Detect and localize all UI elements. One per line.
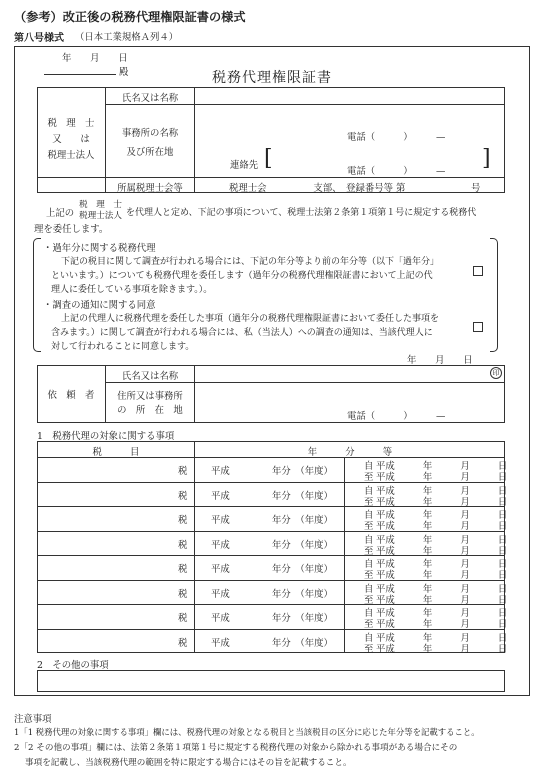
era-label: 平成 <box>211 564 230 575</box>
agent-side-1: 税 理 士 <box>47 118 95 129</box>
agent-tel-2[interactable]: 電話（ ） — <box>347 166 446 177</box>
agent-office-label-2: 及び所在地 <box>126 147 174 158</box>
tax-item-field[interactable] <box>38 556 176 579</box>
contact-bracket-right: ] <box>482 146 491 171</box>
year-part: 年分 （年度） <box>272 637 333 649</box>
tax-item-field[interactable] <box>38 532 176 555</box>
agent-tel-1[interactable]: 電話（ ） — <box>347 132 446 143</box>
era-label: 平成 <box>211 613 230 624</box>
tax-suffix: 税 <box>178 515 188 526</box>
client-name-label: 氏名又は名称 <box>121 371 179 382</box>
note-1: 1「1 税務代理の対象に関する事項」欄には、税務代理の対象となる税目と当該税目の区分に応じた年分等を記載すること。 <box>14 727 480 737</box>
section-2-title: 2 その他の事項 <box>37 660 109 671</box>
notice-line-1: 上記の代理人に税務代理を委任した事項（過年分の税務代理権限証書において委任した事項を <box>61 314 440 324</box>
notice-checkbox[interactable] <box>473 322 483 332</box>
from-label: 自 <box>364 632 374 644</box>
era-label: 平成 <box>211 490 230 502</box>
from-label: 自 <box>364 608 374 619</box>
to-date: 平成 年 月 日 <box>376 594 508 606</box>
agent-name-label: 氏名又は名称 <box>121 93 179 104</box>
tax-suffix: 税 <box>178 539 188 551</box>
document-title: 税務代理権限証書 <box>212 70 332 86</box>
client-addr-label-1: 住所又は事務所 <box>117 391 183 402</box>
to-label: 至 <box>364 496 374 508</box>
tax-suffix: 税 <box>178 466 188 477</box>
form-standard: （日本工業規格Ａ列４） <box>75 32 179 43</box>
notice-title: ・調査の通知に関する同意 <box>43 300 156 311</box>
stmt-pre: 上記の <box>46 208 75 219</box>
tax-item-field[interactable] <box>38 605 176 628</box>
year-part: 年分 （年度） <box>272 588 333 600</box>
section-1-title: 1 税務代理の対象に関する事項 <box>37 431 175 442</box>
from-date: 平成 年 月 日 <box>376 632 508 644</box>
to-date: 平成 年 月 日 <box>376 496 508 508</box>
from-date: 平成 年 月 日 <box>376 534 508 546</box>
client-name-field[interactable] <box>195 366 489 382</box>
to-date: 平成 年 月 日 <box>376 643 508 655</box>
past-line-3: 理人に委任している事項を除きます。）。 <box>51 285 213 295</box>
to-label: 至 <box>364 594 374 606</box>
agent-office-label-1: 事務所の名称 <box>121 128 179 139</box>
to-date: 平成 年 月 日 <box>376 472 508 483</box>
to-date: 平成 年 月 日 <box>376 570 508 581</box>
note-2-cont: 事項を記載し、当該税務代理の範囲を特に限定する場合にはその旨を記載すること。 <box>25 758 352 768</box>
from-label: 自 <box>364 510 374 521</box>
col-year-header: 年 分 等 <box>307 447 393 458</box>
from-label: 自 <box>364 485 374 497</box>
client-side: 依 頼 者 <box>47 390 95 401</box>
year-part: 年分 （年度） <box>272 490 333 502</box>
note-2: 2「2 その他の事項」欄には、法第２条第１項第１号に規定する税務代理の対象から除かれる事項がある場合にその <box>14 743 458 753</box>
stmt-mid-1: 税 理 士 <box>79 200 122 210</box>
from-label: 自 <box>364 583 374 595</box>
stmt-line-2: 理を委任します。 <box>34 224 109 235</box>
year-part: 年分 （年度） <box>272 539 333 551</box>
to-label: 至 <box>364 643 374 655</box>
era-label: 平成 <box>211 637 230 649</box>
to-date: 平成 年 月 日 <box>376 619 508 630</box>
tax-suffix: 税 <box>178 588 188 600</box>
client-tel[interactable]: 電話（ ） — <box>347 411 446 422</box>
assoc-value[interactable]: 税理士会 支部、 登録番号等 第 号 <box>229 183 481 194</box>
contact-bracket-left: [ <box>264 146 273 171</box>
past-title: ・過年分に関する税務代理 <box>43 243 156 254</box>
tax-suffix: 税 <box>178 613 188 624</box>
past-line-1: 下記の税目に関して調査が行われる場合には、下記の年分等より前の年分等（以下「過年分」 <box>61 257 440 267</box>
seal-mark: 印 <box>490 367 502 379</box>
from-label: 自 <box>364 534 374 546</box>
other-matters-field[interactable] <box>37 670 505 692</box>
era-label: 平成 <box>211 515 230 526</box>
tax-item-field[interactable] <box>38 630 176 653</box>
to-date: 平成 年 月 日 <box>376 521 508 532</box>
past-checkbox[interactable] <box>473 266 483 276</box>
client-addr-label-2: の 所 在 地 <box>117 405 183 416</box>
col-tax-header: 税 目 <box>92 447 140 458</box>
era-label: 平成 <box>211 588 230 600</box>
year-part: 年分 （年度） <box>272 466 333 477</box>
from-label: 自 <box>364 559 374 570</box>
year-part: 年分 （年度） <box>272 613 333 624</box>
form-number: 第八号様式 <box>14 33 64 44</box>
era-label: 平成 <box>211 539 230 551</box>
to-label: 至 <box>364 570 374 581</box>
era-label: 平成 <box>211 466 230 477</box>
to-date: 平成 年 月 日 <box>376 545 508 557</box>
agent-side-2: 又 は <box>52 134 90 145</box>
tax-item-field[interactable] <box>38 507 176 530</box>
to-label: 至 <box>364 472 374 483</box>
agent-side-3: 税理士法人 <box>47 150 95 161</box>
from-label: 自 <box>364 461 374 472</box>
to-label: 至 <box>364 521 374 532</box>
from-date: 平成 年 月 日 <box>376 485 508 497</box>
notes-title: 注意事項 <box>14 714 52 725</box>
from-date: 平成 年 月 日 <box>376 559 508 570</box>
from-date: 平成 年 月 日 <box>376 608 508 619</box>
tax-item-field[interactable] <box>38 458 176 481</box>
tax-item-field[interactable] <box>38 483 176 506</box>
agent-name-field[interactable] <box>195 88 504 104</box>
notice-line-3: 対して行われることに同意します。 <box>51 342 195 352</box>
tax-suffix: 税 <box>178 490 188 502</box>
notice-line-2: 含みます。）に関して調査が行われる場合には、私（当法人）への調査の通知は、当該代理人に <box>51 328 433 338</box>
tax-item-field[interactable] <box>38 581 176 604</box>
addressee-underline <box>44 74 116 75</box>
from-date: 平成 年 月 日 <box>376 510 508 521</box>
page-heading: （参考）改正後の税務代理権限証書の様式 <box>14 10 246 24</box>
past-line-2: といいます。）についても税務代理を委任します（過年分の税務代理権限証書において上記の代 <box>51 271 433 281</box>
stmt-post: を代理人と定め、下記の事項について、税理士法第２条第１項第１号に規定する税務代 <box>126 208 477 218</box>
tax-suffix: 税 <box>178 564 188 575</box>
date-line: 年 月 日 <box>62 53 128 64</box>
from-date: 平成 年 月 日 <box>376 461 508 472</box>
from-date: 平成 年 月 日 <box>376 583 508 595</box>
year-part: 年分 （年度） <box>272 564 333 575</box>
assoc-label: 所属税理士会等 <box>117 183 183 194</box>
tax-suffix: 税 <box>178 637 188 649</box>
contact-label: 連絡先 <box>230 160 259 171</box>
to-label: 至 <box>364 545 374 557</box>
addressee-suffix: 殿 <box>119 67 129 78</box>
client-date: 年 月 日 <box>407 355 473 366</box>
year-part: 年分 （年度） <box>272 515 333 526</box>
to-label: 至 <box>364 619 374 630</box>
stmt-mid-2: 税理士法人 <box>79 211 122 221</box>
